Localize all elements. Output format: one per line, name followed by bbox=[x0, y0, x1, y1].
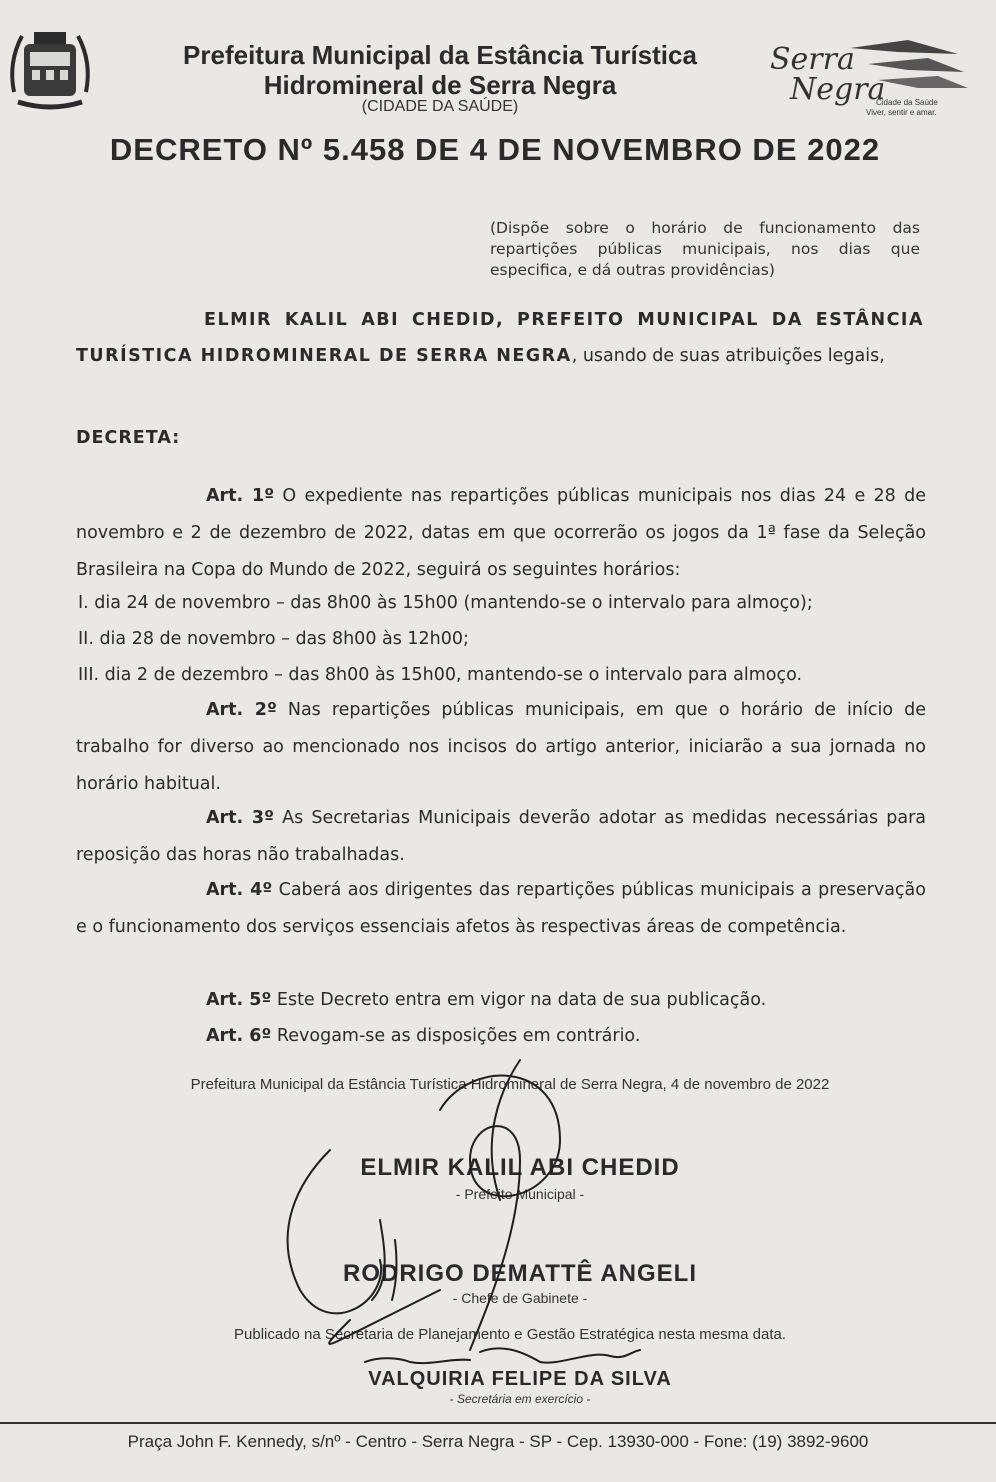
article-label: Art. 2º bbox=[206, 700, 277, 720]
article-3 bbox=[76, 800, 926, 874]
article-label: Art. 5º bbox=[206, 990, 272, 1010]
preamble-authority: ELMIR KALIL ABI CHEDID, PREFEITO MUNICIPAL DA ESTÂNCIA TURÍSTICA HIDROMINERAL DE SERRA NEGRA bbox=[76, 310, 924, 366]
article-2 bbox=[76, 692, 926, 803]
decree-ementa: (Dispõe sobre o horário de funcionamento das repartições públicas municipais, nos dias que especifica, e dá outras providências) bbox=[490, 219, 920, 279]
article-text: O expediente nas repartições públicas municipais nos dias 24 e 28 de novembro e 2 de dezembro de 2022, datas em que ocorrerão os jogos da 1ª fase da Seleção Brasileira na Copa do Mundo de 2022, seguirá os seguintes horários: bbox=[76, 486, 926, 580]
serra-negra-logo bbox=[758, 28, 978, 128]
brand-tagline-1: Cidade da Saúde bbox=[876, 98, 938, 107]
brand-tagline-2: Viver, sentir e amar. bbox=[866, 108, 937, 117]
article-label: Art. 4º bbox=[206, 880, 273, 900]
footer-divider bbox=[0, 1422, 996, 1424]
article-5 bbox=[76, 982, 926, 1019]
signatory-name-1: ELMIR KALIL ABI CHEDID bbox=[360, 1154, 680, 1181]
article-label: Art. 1º bbox=[206, 486, 275, 506]
item-2: II. dia 28 de novembro – das 8h00 às 12h00; bbox=[78, 629, 469, 649]
signatory-role-1: - Prefeito Municipal - bbox=[455, 1186, 585, 1202]
item-3: III. dia 2 de dezembro – das 8h00 às 15h00, mantendo-se o intervalo para almoço. bbox=[78, 665, 803, 685]
article-6 bbox=[76, 1018, 926, 1055]
decreta-heading: DECRETA: bbox=[76, 428, 181, 448]
signatory-name-2: RODRIGO DEMATTÊ ANGELI bbox=[343, 1260, 697, 1287]
header-line-1: Prefeitura Municipal da Estância Turística bbox=[183, 40, 697, 70]
header-line-3: (CIDADE DA SAÚDE) bbox=[361, 98, 519, 115]
municipal-crest-icon bbox=[4, 22, 96, 114]
header-line-2: Hidromineral de Serra Negra bbox=[263, 70, 617, 100]
article-text: Caberá aos dirigentes das repartições públicas municipais a preservação e o funcionamento dos serviços essenciais afetos às respectivas áreas de competência. bbox=[76, 880, 926, 937]
publication-note: Publicado na Secretaria de Planejamento e Gestão Estratégica nesta mesma data. bbox=[234, 1326, 786, 1343]
article-text: Revogam-se as disposições em contrário. bbox=[271, 1026, 641, 1046]
preamble-rest: , usando de suas atribuições legais, bbox=[571, 346, 885, 366]
footer-address: Praça John F. Kennedy, s/nº - Centro - Serra Negra - SP - Cep. 13930-000 - Fone: (19) 3892-9600 bbox=[127, 1432, 869, 1451]
article-label: Art. 6º bbox=[206, 1026, 272, 1046]
brand-name-serra: Serra bbox=[770, 42, 855, 77]
item-1: I. dia 24 de novembro – das 8h00 às 15h00 (mantendo-se o intervalo para almoço); bbox=[78, 593, 813, 613]
article-1 bbox=[76, 478, 926, 589]
signatory-role-3: - Secretária em exercício - bbox=[449, 1392, 591, 1406]
article-text: As Secretarias Municipais deverão adotar as medidas necessárias para reposição das horas não trabalhadas. bbox=[76, 808, 927, 865]
place-and-date: Prefeitura Municipal da Estância Turística Hidromineral de Serra Negra, 4 de novembro de 2022 bbox=[190, 1076, 830, 1093]
article-4 bbox=[76, 872, 926, 946]
signatory-name-3: VALQUIRIA FELIPE DA SILVA bbox=[368, 1368, 672, 1390]
article-text: Nas repartições públicas municipais, em que o horário de início de trabalho for diverso ao mencionado nos incisos do artigo anterior, iniciarão a sua jornada no horário habitual. bbox=[76, 700, 926, 794]
article-label: Art. 3º bbox=[206, 808, 274, 828]
article-text: Este Decreto entra em vigor na data de sua publicação. bbox=[271, 990, 767, 1010]
preamble bbox=[76, 302, 924, 374]
brand-name-negra: Negra bbox=[790, 72, 886, 107]
signatory-role-2: - Chefe de Gabinete - bbox=[452, 1290, 588, 1306]
decree-title: DECRETO Nº 5.458 DE 4 DE NOVEMBRO DE 2022 bbox=[109, 132, 881, 167]
